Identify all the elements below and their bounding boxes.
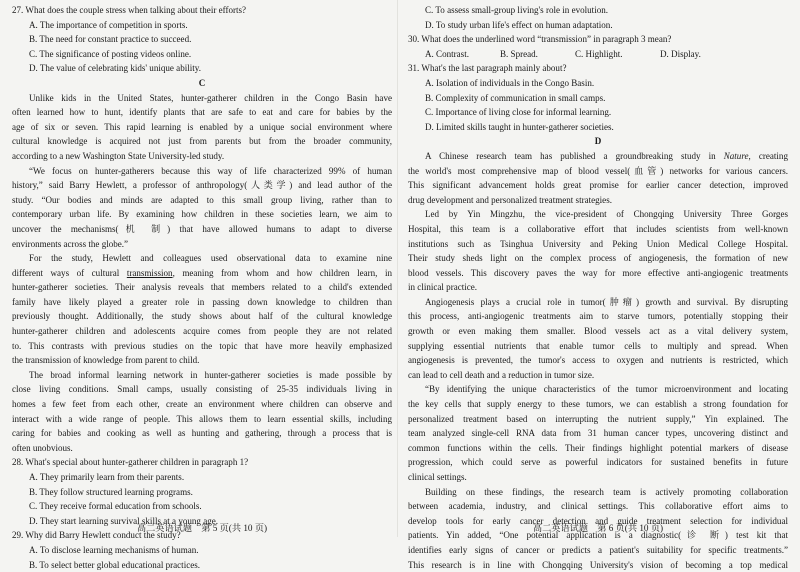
passage-d-line: This research is in line with Chongqing University's vision of becoming a top medical xyxy=(408,559,788,570)
passage-d-line: institutions such as Tsinghua University and Peking Union Medical College Hospital. xyxy=(408,238,788,249)
passage-c-line: Unlike kids in the United States, hunter-gatherer children in the Congo Basin have xyxy=(29,92,392,103)
passage-c-line-text: different ways of cultural transmission, meaning from whom and how children learn, in xyxy=(12,267,392,278)
passage-c-line: homes a few feet from each other, create an environment where children can observe and xyxy=(12,399,392,410)
passage-c-line: environments across the globe.” xyxy=(12,238,129,249)
right-page-footer: 高二英语试题 第 6 页(共 10 页) xyxy=(532,523,664,533)
passage-d-line: in clinical practice. xyxy=(408,282,478,293)
left-page-column xyxy=(12,3,392,572)
q29-option-c: C. To assess small-group living's role in evolution. xyxy=(425,5,609,15)
q31-option-b: B. Complexity of communication in small camps. xyxy=(425,92,606,103)
passage-d-line: clinical settings. xyxy=(408,472,467,482)
passage-c-line: interact with a wide range of people. This allows them to learn essential skills, including xyxy=(12,413,392,424)
q31-option-d: D. Limited skills taught in hunter-gatherer societies. xyxy=(425,121,614,132)
q29-option-b: B. To select better global educational practices. xyxy=(29,559,201,570)
q27-option-b: B. The need for constant practice to succeed. xyxy=(29,34,192,45)
q27-option-a: A. The importance of competition in sports. xyxy=(29,19,188,30)
q30-option-d: D. Display. xyxy=(660,48,701,59)
passage-c-line: study. “Our bodies and minds are adapted to this small group living, rather than to xyxy=(12,194,392,205)
q28-option-a: A. They primarily learn from their parents. xyxy=(29,472,185,482)
journal-name: Nature xyxy=(723,150,749,161)
passage-c-line: For the study, Hewlett and colleagues used observational data to examine nine xyxy=(29,253,392,264)
q29-option-d: D. To study urban life's effect on human adaptation. xyxy=(425,19,613,30)
passage-c-line: history,” said Barry Hewlett, a professor of anthropology(人类学) and lead author of the xyxy=(12,180,392,191)
passage-d-line: drug development and personalized treatment strategies. xyxy=(408,194,612,205)
passage-d-line: Angiogenesis plays a crucial role in tumor(肿瘤) growth and survival. By disrupting xyxy=(425,296,788,307)
passage-d-line: A Chinese research team has published a groundbreaking study in Nature, creating xyxy=(425,150,788,161)
passage-c-line: contemporary urban life. By examining how children in these societies learn, we aim to xyxy=(12,209,392,220)
passage-c-line: often unobvious. xyxy=(12,442,73,453)
q29-option-a: A. To disclose learning mechanisms of human. xyxy=(29,544,199,555)
q28-option-d: D. They start learning survival skills at a young age. xyxy=(29,515,219,526)
passage-d-line: team analyzed single-cell RNA data from 31 human cancer types, uncovering distinct and xyxy=(408,428,788,439)
passage-d-line: This significant advancement holds great promise for earlier cancer detection, improved xyxy=(408,180,788,191)
q31-option-c: C. Importance of living close for informal learning. xyxy=(425,107,612,118)
section-c-label: C xyxy=(198,77,206,88)
passage-d-line: can lead to cell death and a reduction in tumor size. xyxy=(408,369,595,380)
left-page-footer: 高二英语试题 第 5 页(共 10 页) xyxy=(136,523,268,533)
right-page-column xyxy=(408,3,788,572)
underlined-word: transmission xyxy=(126,267,173,278)
passage-c-line-underlined xyxy=(12,266,392,281)
passage-c-line: hunter-gatherer societies. Their analysis reveals that members related to a child's extended xyxy=(12,282,392,293)
q30-option-b: B. Spread. xyxy=(500,48,538,59)
passage-d-line: Their study sheds light on the complex process of angiogenesis, the formation of new xyxy=(408,253,788,264)
passage-d-line: Led by Yin Mingzhu, the vice-president of Chongqing University Three Gorges xyxy=(425,209,788,220)
q27-option-d: D. The value of celebrating kids' unique ability. xyxy=(29,63,201,74)
passage-c-line: to. This contrasts with previous studies on the topic that have more heavily emphasized xyxy=(12,340,392,351)
passage-d-line: common functions within the cells. Their findings highlight potential markers of disease xyxy=(408,442,788,453)
passage-c-line: “We focus on hunter-gatherers because this way of life characterized 99% of human xyxy=(29,165,392,176)
passage-c-line: hunter-gatherer children and adolescents acquire comes from people they are not related xyxy=(12,326,392,337)
passage-c-line: according to a new Washington State University-led study. xyxy=(12,150,225,161)
q27-option-c: C. The significance of posting videos online. xyxy=(29,48,192,59)
passage-c-line: The broad informal learning network in hunter-gatherer societies is made possible by xyxy=(29,369,392,380)
passage-c-line: previously thought. Additionally, the study shows about half of the cultural knowledge xyxy=(12,311,392,322)
q27-stem: 27. What does the couple stress when talking about their efforts? xyxy=(12,5,247,15)
passage-d-line: personalized treatment based on interrupting the nutrient supply,” Yin explained. The xyxy=(408,413,788,424)
passage-d-line: the key cells that supply energy to these tumors, we can establish a strong foundation for xyxy=(408,399,788,410)
passage-d-line: growth or even making them smaller. Blood vessels act as a vital delivery system, xyxy=(408,326,788,337)
q28-option-c: C. They receive formal education from schools. xyxy=(29,501,202,512)
passage-d-line: supplying essential nutrients that enable tumor cells to multiply and spread. When xyxy=(408,340,788,351)
passage-c-line: cultural knowledge is acquired not just from parents but from the broader community, xyxy=(12,136,392,147)
passage-d-line: identifies early signs of cancer or predicts a patient's suitability for specific treatments.” xyxy=(408,544,788,555)
q30-options xyxy=(408,47,788,62)
passage-d-line: between academia, industry, and clinical settings. This collaborative effort aims to xyxy=(408,501,788,512)
passage-d-line: this process, anti-angiogenic treatments aim to starve tumors, potentially stopping their xyxy=(408,311,788,322)
q30-option-a: A. Contrast. xyxy=(425,48,469,59)
passage-c-line: age of six or seven. This rapid learning is enabled by a unique social environment where xyxy=(12,121,392,132)
q31-option-a: A. Isolation of individuals in the Congo Basin. xyxy=(425,77,595,88)
q28-stem: 28. What's special about hunter-gatherer children in paragraph 1? xyxy=(12,457,249,468)
passage-d-line: blood vessels. This discovery paves the way for more effective anti-angiogenic treatments xyxy=(408,267,788,278)
q30-option-c: C. Highlight. xyxy=(575,48,623,59)
passage-c-line: uncover the mechanisms(机 制) that have allowed humans to adapt to diverse xyxy=(12,223,392,234)
passage-d-line: “By identifying the unique characteristics of the tumor microenvironment and locating xyxy=(425,384,788,395)
passage-c-line: caring for babies and cooking as well as hunting and gathering, through a process that is xyxy=(12,428,392,439)
passage-d-line: patients. Yin added, “One potential application is a diagnostic(诊 断) test kit that xyxy=(408,530,788,541)
passage-c-line: often learned how to hunt, identify plants that are safe to eat and care for babies by the xyxy=(12,107,392,118)
passage-c-line: the transmission of knowledge from parent to child. xyxy=(12,355,200,366)
passage-d-line: progression, which could serve as powerful indicators for sustained benefits in future xyxy=(408,457,788,468)
passage-c-line: family have likely played a greater role in passing down knowledge to children than xyxy=(12,296,392,307)
section-d-label: D xyxy=(594,136,602,147)
passage-d-line: angiogenesis is prevented, the tumor's access to oxygen and nutrients is restricted, which xyxy=(408,355,788,366)
q31-stem: 31. What's the last paragraph mainly about? xyxy=(408,63,567,74)
q28-option-b: B. They follow structured learning programs. xyxy=(29,486,193,497)
passage-d-line: develop tools for early cancer detection and guide treatment selection for individual xyxy=(408,515,788,526)
page-divider xyxy=(397,0,398,537)
q30-stem: 30. What does the underlined word “transmission” in paragraph 3 mean? xyxy=(408,34,672,45)
q29-stem: 29. Why did Barry Hewlett conduct the study? xyxy=(12,530,181,541)
passage-c-line: close living conditions. Small camps, usually consisting of 25-35 individuals living in xyxy=(12,384,392,395)
passage-d-line: Building on these findings, the research team is actively promoting collaboration xyxy=(425,486,788,497)
passage-d-line: the world's most comprehensive map of blood vessel(血管) networks for various cancers. xyxy=(408,165,788,176)
passage-d-line: Hospital, this team is a collaborative effort that includes scientists from well-known xyxy=(408,223,788,234)
